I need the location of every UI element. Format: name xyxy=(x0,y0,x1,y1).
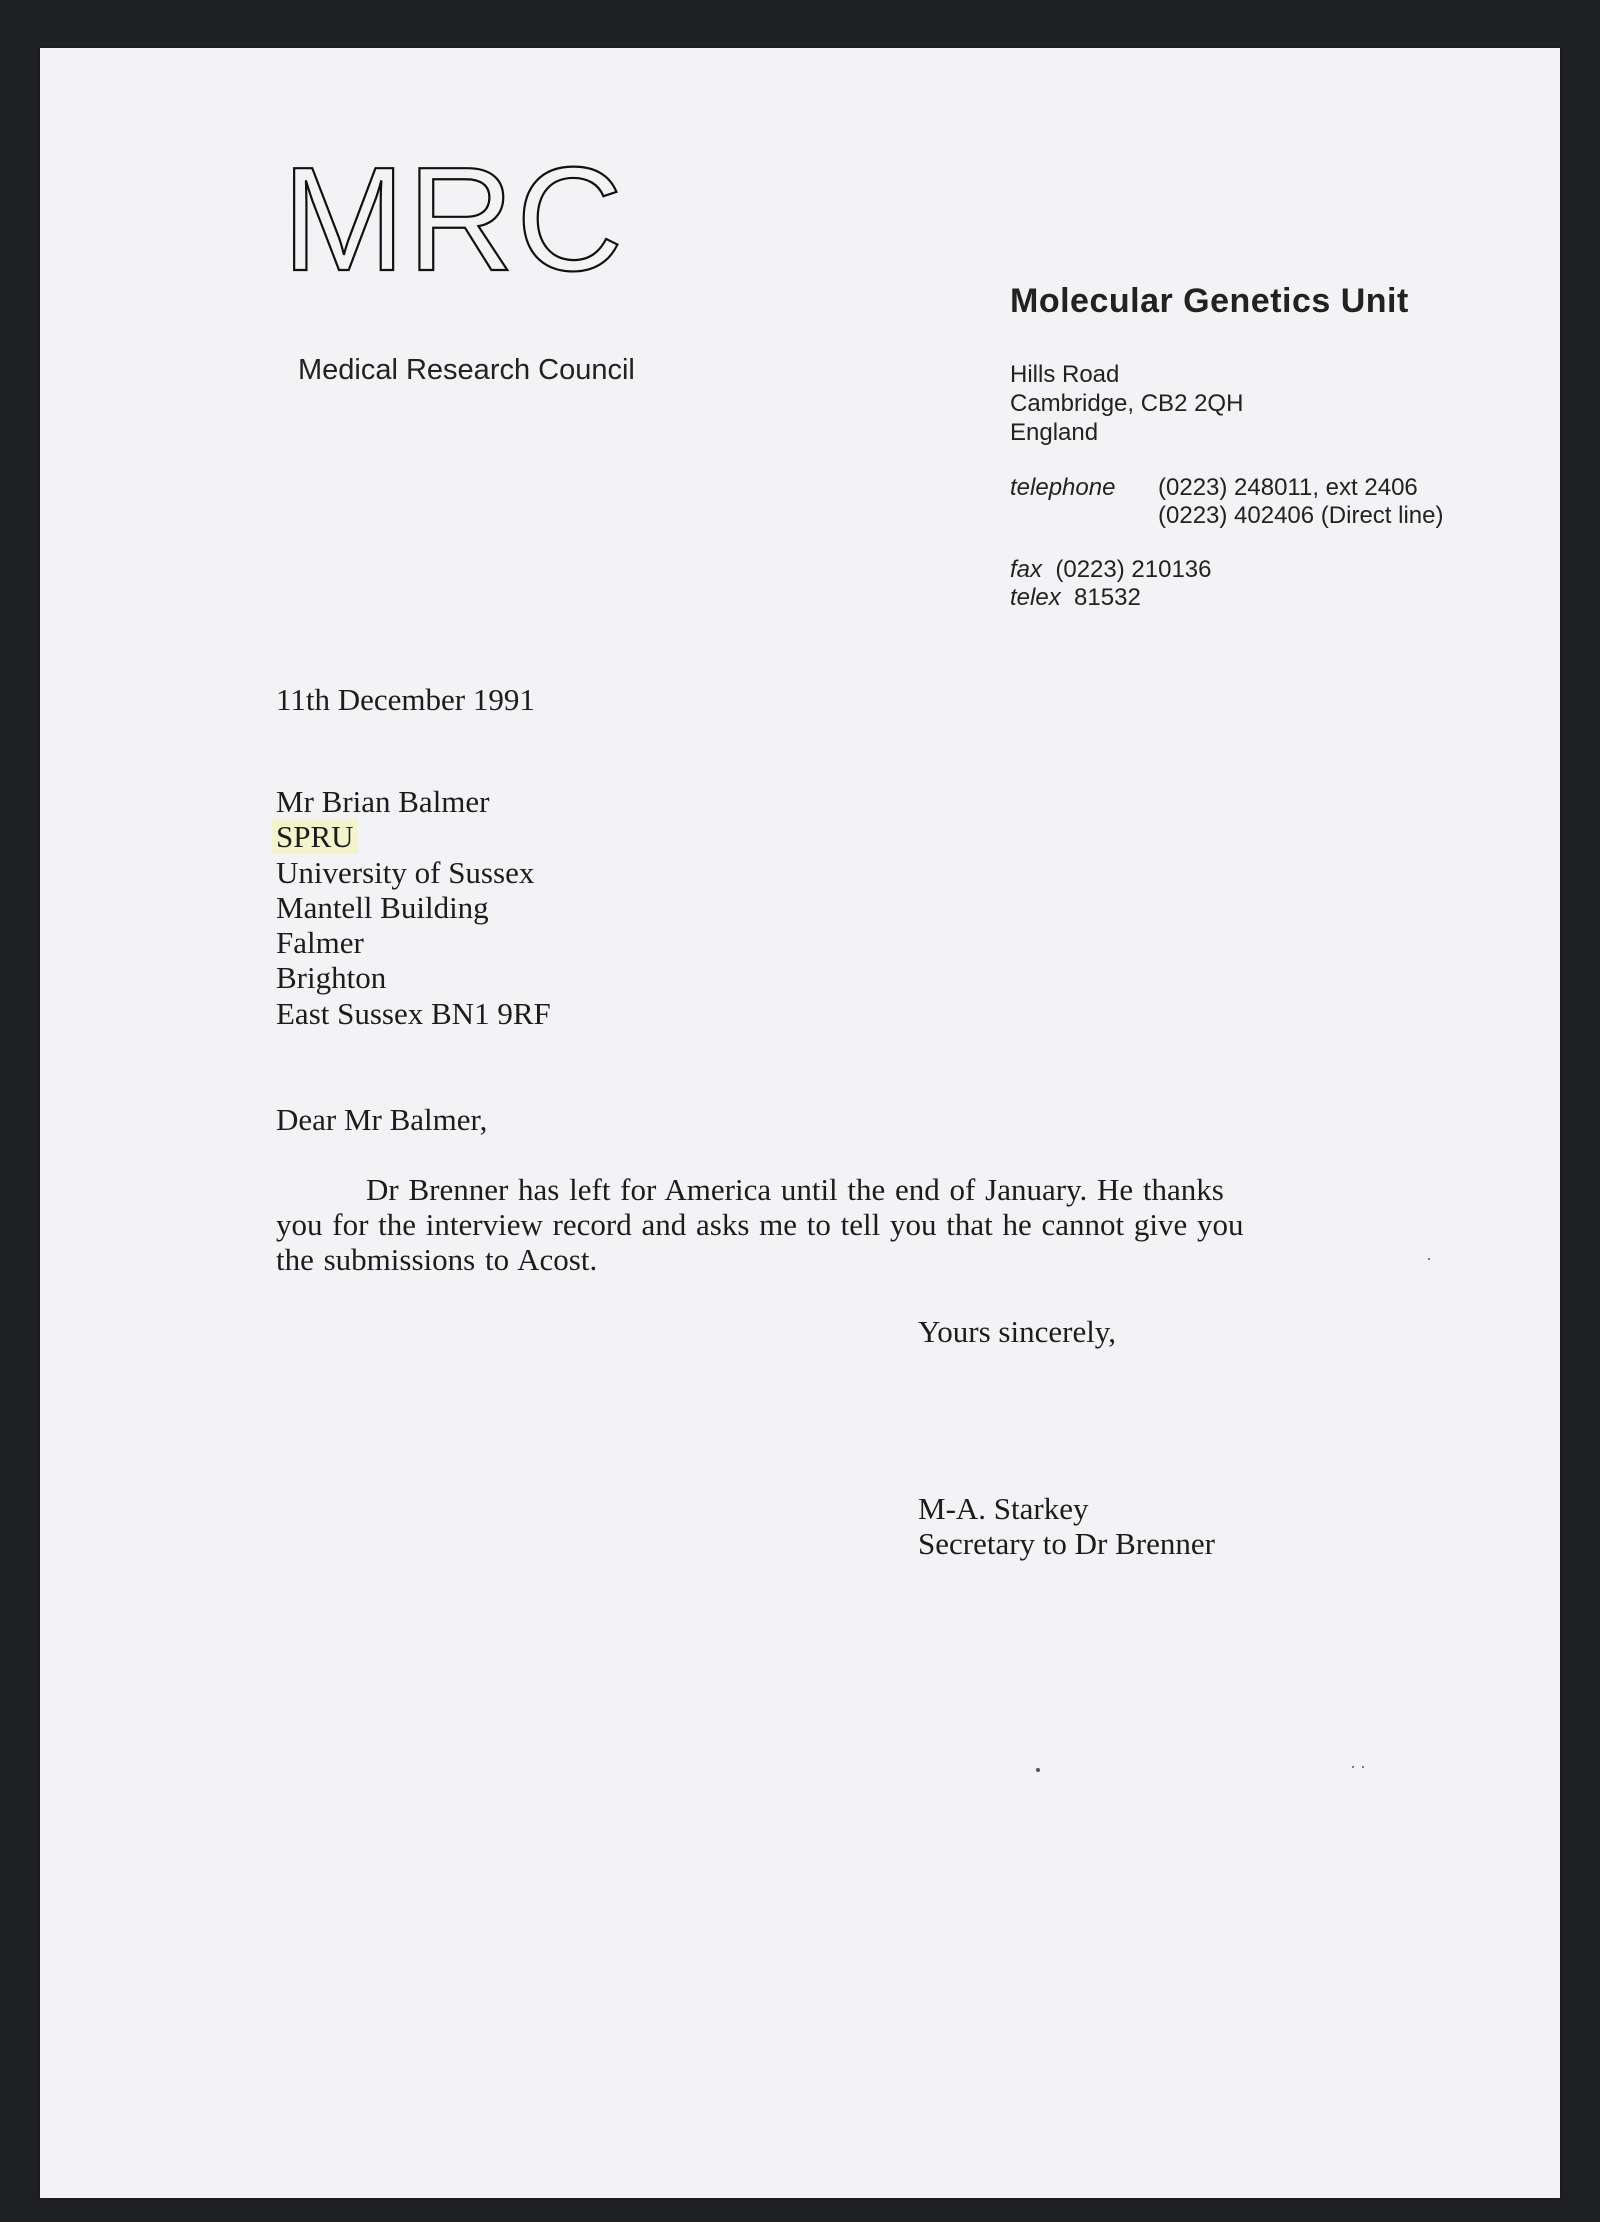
address-line: Cambridge, CB2 2QH xyxy=(1010,390,1244,417)
mrc-logo-text: MRC xyxy=(282,138,626,288)
address-line: England xyxy=(1010,419,1099,446)
recipient-area: Falmer xyxy=(276,925,364,961)
recipient-building: Mantell Building xyxy=(276,889,489,925)
paper-speck xyxy=(1352,1766,1354,1768)
telephone-number: (0223) 248011, ext 2406 xyxy=(1158,474,1418,501)
signature-block xyxy=(918,1491,1215,1561)
fax-number: (0223) 210136 xyxy=(1055,556,1212,583)
unit-address xyxy=(1010,360,1243,447)
signatory-name: M-A. Starkey xyxy=(918,1491,1089,1526)
closing: Yours sincerely, xyxy=(918,1314,1117,1349)
paper-speck xyxy=(1428,1258,1430,1260)
body-line: the submissions to Acost. xyxy=(276,1242,598,1277)
fax-telex-block xyxy=(1010,556,1212,612)
body-line: you for the interview record and asks me to tell you that he cannot give you xyxy=(276,1207,1244,1242)
paper-speck xyxy=(1036,1768,1040,1772)
recipient-town: Brighton xyxy=(276,960,387,996)
telephone-direct-line: (0223) 402406 (Direct line) xyxy=(1158,502,1444,529)
recipient-department: SPRU xyxy=(272,819,358,854)
organisation-name: Medical Research Council xyxy=(298,354,635,386)
signatory-title: Secretary to Dr Brenner xyxy=(918,1526,1215,1561)
telex-label: telex xyxy=(1010,584,1061,611)
fax-label: fax xyxy=(1010,556,1043,583)
address-line: Hills Road xyxy=(1010,361,1120,388)
salutation: Dear Mr Balmer, xyxy=(276,1102,488,1137)
recipient-address xyxy=(276,784,551,1031)
letter-body xyxy=(276,1172,1406,1277)
telephone-label: telephone xyxy=(1010,474,1116,501)
paper-speck xyxy=(1362,1766,1364,1768)
letter-date: 11th December 1991 xyxy=(276,682,535,717)
unit-name: Molecular Genetics Unit xyxy=(1010,282,1409,320)
letter-page xyxy=(40,48,1560,2198)
telephone-block xyxy=(1010,474,1443,530)
recipient-name: Mr Brian Balmer xyxy=(276,784,490,819)
recipient-postcode: East Sussex BN1 9RF xyxy=(276,995,551,1031)
body-line: Dr Brenner has left for America until the end of January. He thanks xyxy=(366,1172,1224,1207)
recipient-institution: University of Sussex xyxy=(276,854,535,890)
mrc-logo xyxy=(282,138,682,288)
telex-number: 81532 xyxy=(1074,584,1141,611)
